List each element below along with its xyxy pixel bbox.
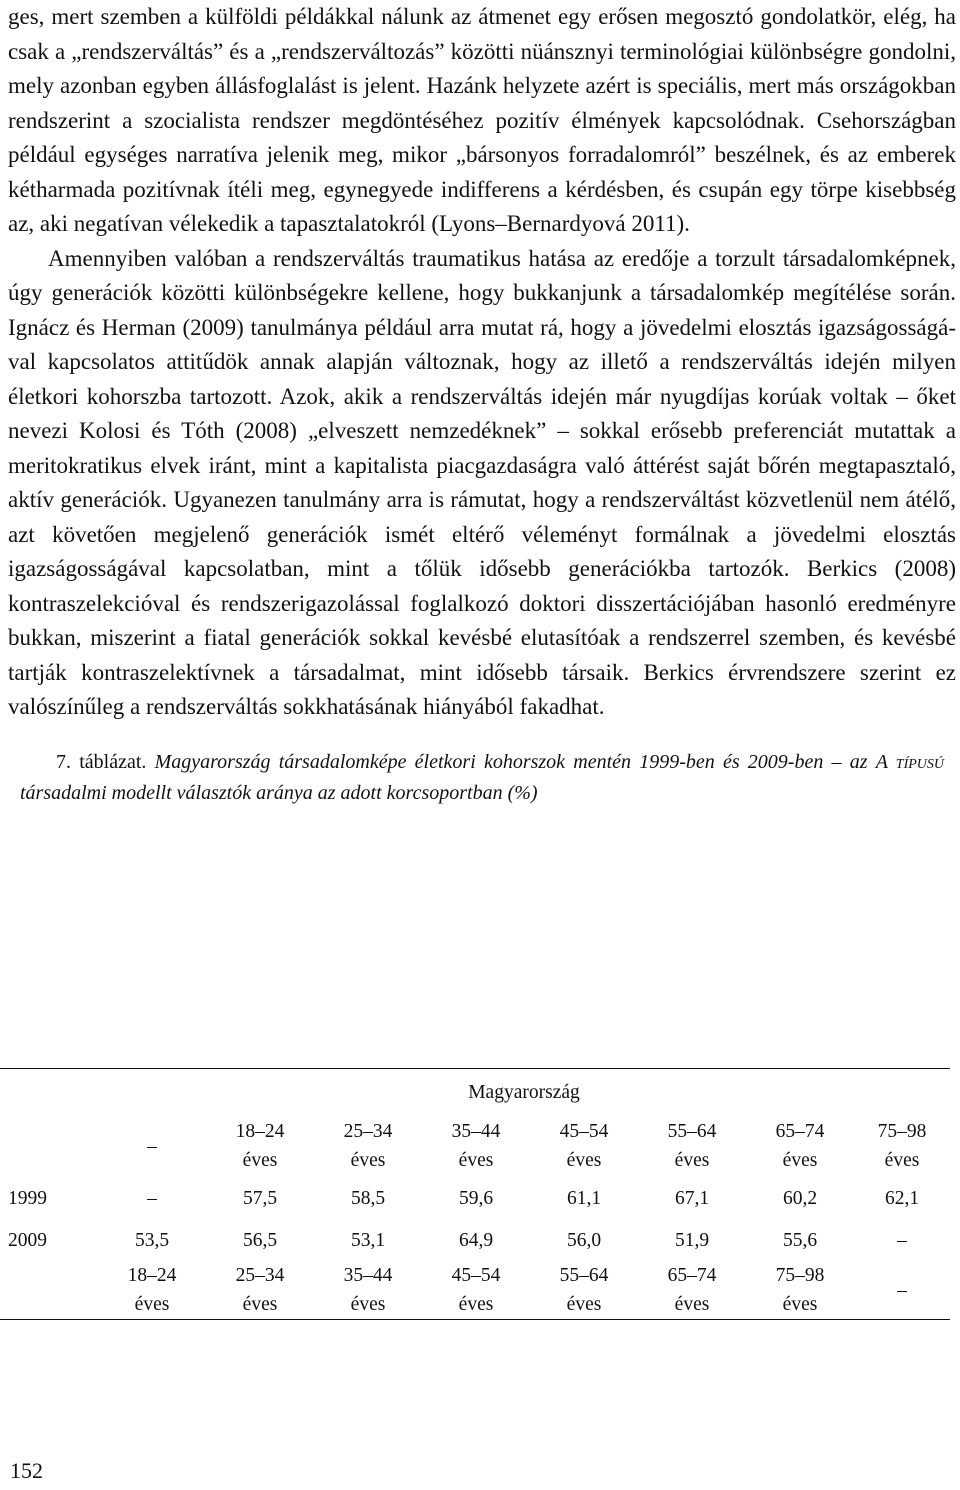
age-range: 75–98: [775, 1265, 825, 1286]
table-cell: –: [147, 1187, 157, 1209]
table-age-header-row: [0, 1115, 950, 1177]
age-range: 55–64: [559, 1265, 609, 1286]
table-cell: 56,0: [566, 1229, 602, 1251]
table-cell: 60,2: [782, 1187, 818, 1209]
table-footer-row: [0, 1261, 950, 1320]
age-range: 25–34: [343, 1121, 393, 1142]
age-range: 18–24: [127, 1265, 177, 1286]
table-cell: 58,5: [350, 1187, 386, 1209]
age-range: 65–74: [667, 1265, 717, 1286]
page-number: 152: [10, 1458, 43, 1483]
table-footer-age: [638, 1261, 746, 1320]
body-paragraph-1: ges, mert szemben a külföldi példákkal nálunk az átmenet egy erősen megosztó gondolatkör, elég, ha csak a „rendszerváltás” és a „rendszerváltozás” közötti nüánsznyi terminológiai különbségre gondolni, mely azonban egyben állásfoglalást is jelent. Hazánk helyzete azért is speciális, mert más országokban rendszerint a szocialista rendszer megdöntéséhez pozitív élmények kapcsolódnak. Csehországban például egységes narratíva jelenik meg, mikor „bársonyos forradalomról” beszélnek, és az emberek kétharmada pozitívnak ítéli meg, egynegyede indifferens a kérdésben, és csupán egy törpe kisebbség az, aki negatívan vélekedik a tapasztalatokról (Lyons–Bernardyová 2011).: [8, 4, 956, 236]
age-range: 45–54: [451, 1265, 501, 1286]
table-caption: [8, 747, 956, 809]
age-range: 75–98: [877, 1121, 927, 1142]
table-country-header: Magyarország: [98, 1069, 950, 1116]
age-range: 55–64: [667, 1121, 717, 1142]
age-unit: éves: [782, 1294, 818, 1315]
table-cell: 55,6: [782, 1229, 818, 1251]
table-cell: 57,5: [242, 1187, 278, 1209]
table-header-age: [746, 1115, 854, 1177]
table-cell: –: [897, 1229, 907, 1251]
table-cell: 59,6: [458, 1187, 494, 1209]
age-range: 35–44: [451, 1121, 501, 1142]
age-unit: éves: [350, 1294, 386, 1315]
table-header-age: [854, 1115, 950, 1177]
table-footer-age: [530, 1261, 638, 1320]
table-header-age: [530, 1115, 638, 1177]
table-cell: 53,5: [134, 1229, 170, 1251]
table-cell: 62,1: [884, 1187, 920, 1209]
table-caption-label: 7. táblázat.: [56, 750, 147, 773]
age-unit: éves: [458, 1294, 494, 1315]
table-caption-title-2: társadalmi modellt választók aránya az adott korcsoportban (%): [20, 781, 538, 804]
table-footer-age: [746, 1261, 854, 1320]
age-range: 25–34: [235, 1265, 285, 1286]
age-unit: éves: [674, 1150, 710, 1171]
age-unit: éves: [458, 1150, 494, 1171]
table-footer-age: [98, 1261, 206, 1320]
table-footer-age: [206, 1261, 314, 1320]
table-caption-title-1: Magyarország társadalomképe életkori kohorszok mentén 1999-ben és 2009-ben – az: [154, 750, 868, 773]
table-cell: 67,1: [674, 1187, 710, 1209]
table-footer-last: –: [854, 1261, 950, 1320]
table-cell: 61,1: [566, 1187, 602, 1209]
table-footer-age: [314, 1261, 422, 1320]
page-content: [8, 0, 956, 829]
age-range: 18–24: [235, 1121, 285, 1142]
age-range: 45–54: [559, 1121, 609, 1142]
table-cell: 53,1: [350, 1229, 386, 1251]
table-header-age: [314, 1115, 422, 1177]
table-header-first: –: [147, 1135, 157, 1157]
table-row-year: 2009: [8, 1229, 47, 1251]
age-unit: éves: [242, 1294, 278, 1315]
age-range: 35–44: [343, 1265, 393, 1286]
age-unit: éves: [134, 1294, 170, 1315]
table-cell: 64,9: [458, 1229, 494, 1251]
table-row: [0, 1177, 950, 1219]
age-unit: éves: [674, 1294, 710, 1315]
table-header-age: [422, 1115, 530, 1177]
age-unit: éves: [566, 1294, 602, 1315]
table-footer-age: [422, 1261, 530, 1320]
table-caption-type: A típusú: [875, 750, 945, 773]
age-unit: éves: [782, 1150, 818, 1171]
table-cell: 56,5: [242, 1229, 278, 1251]
body-paragraph-2: Amennyiben valóban a rendszerváltás traumatikus hatása az eredője a torzult társadalomképnek, úgy generációk közötti különbségekre kellene, hogy bukkanjunk a társadalomkép megítélése során. Ignácz és Herman (2009) tanulmánya például arra mutat rá, hogy a jövedelmi elosztás igazságosságával kapcsolatos attitűdök annak alapján változnak, hogy az illető a rendszerváltás idején milyen életkori kohorszba tartozott. Azok, akik a rendszerváltás idején már nyugdíjas korúak voltak – őket nevezi Kolosi és Tóth (2008) „elveszett nemzedéknek” – sokkal erősebb preferenciát mutattak a meritokratikus elvek iránt, mint a kapitalista piacgazdaságra való áttérést saját bőrén megtapasztaló, aktív generációk. Ugyanezen tanulmány arra is rámutat, hogy a rendszerváltást közvetlenül nem átélő, azt követően megjelenő generációk ismét eltérő véleményt formálnak a jövedelmi elosztás igazságosságával kapcsolatban, mint a tőlük idősebb generációkba tartozók. Berkics (2008) kontraszelekcióval és rendszerigazolással foglalkozó doktori disszertációjában hasonló eredményre bukkan, miszerint a fiatal generációk sokkal kevésbé elutasítóak a rendszerrel szemben, és kevésbé tartják kontraszelektívnek a társadalmat, mint idősebb társaik. Berkics érvrendszere szerint ez valószínűleg a rendszerváltás sokkhatásának hiányából fakadhat.: [8, 245, 956, 719]
table-header-age: [638, 1115, 746, 1177]
age-unit: éves: [884, 1150, 920, 1171]
table-row-year: 1999: [8, 1187, 47, 1209]
cohort-table: [0, 1068, 950, 1320]
table-cell: 51,9: [674, 1229, 710, 1251]
age-unit: éves: [242, 1150, 278, 1171]
table-header-age: [206, 1115, 314, 1177]
age-range: 65–74: [775, 1121, 825, 1142]
age-unit: éves: [350, 1150, 386, 1171]
table-row: [0, 1219, 950, 1261]
age-unit: éves: [566, 1150, 602, 1171]
